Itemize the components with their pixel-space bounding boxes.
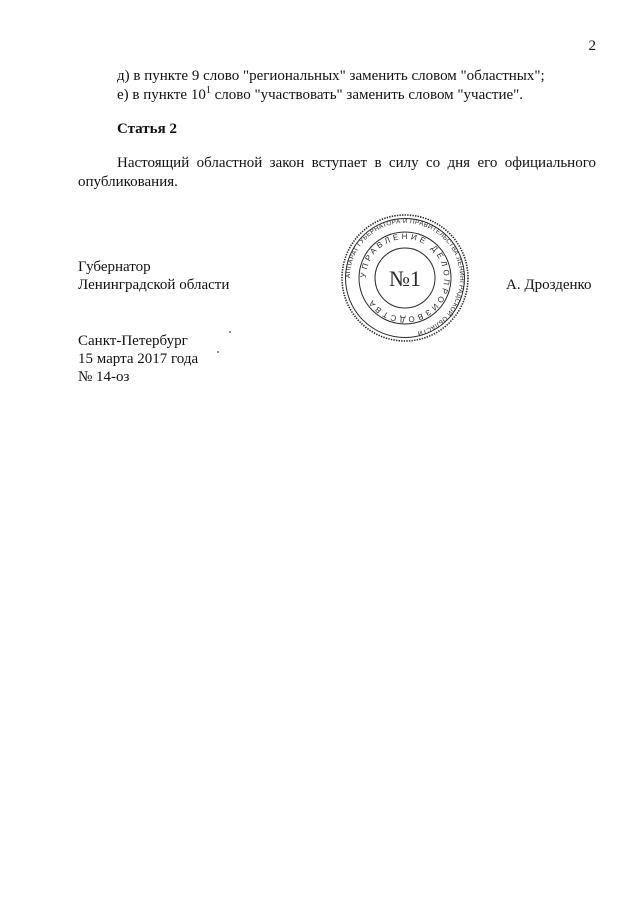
article-text-line-1: Настоящий областной закон вступает в силу со дня его официального [117, 155, 596, 171]
page-number: 2 [588, 38, 596, 54]
amendment-item-e-end: слово "участвовать" заменить словом "участие". [210, 87, 524, 103]
amendment-item-e [117, 86, 523, 104]
article-heading: Статья 2 [117, 121, 177, 137]
footer-city: Санкт-Петербург [78, 333, 188, 349]
seal-outer-text: АППАРАТ ГУБЕРНАТОРА И ПРАВИТЕЛЬСТВА ЛЕНИНГРАДСКОЙ ОБЛАСТИ [344, 217, 466, 337]
amendment-item-e-start: е) в пункте 10 [117, 87, 206, 103]
scan-speck [217, 351, 219, 353]
signature-title-line-1: Губернатор [78, 259, 151, 275]
signature-title-line-2: Ленинградской области [78, 277, 230, 293]
official-seal [340, 213, 470, 343]
amendment-item-e-superscript: 1 [205, 85, 211, 96]
seal-inner-text: УПРАВЛЕНИЕ ДЕЛОПРОИЗВОДСТВА [358, 231, 452, 325]
amendment-item-d: д) в пункте 9 слово "региональных" заменить словом "областных"; [117, 68, 545, 84]
seal-number: №1 [389, 266, 421, 291]
footer-law-number: № 14-оз [78, 369, 130, 385]
signatory-name: А. Дрозденко [506, 277, 592, 293]
article-text-line-2: опубликования. [78, 174, 178, 190]
scan-speck [229, 331, 231, 333]
footer-date: 15 марта 2017 года [78, 351, 199, 367]
